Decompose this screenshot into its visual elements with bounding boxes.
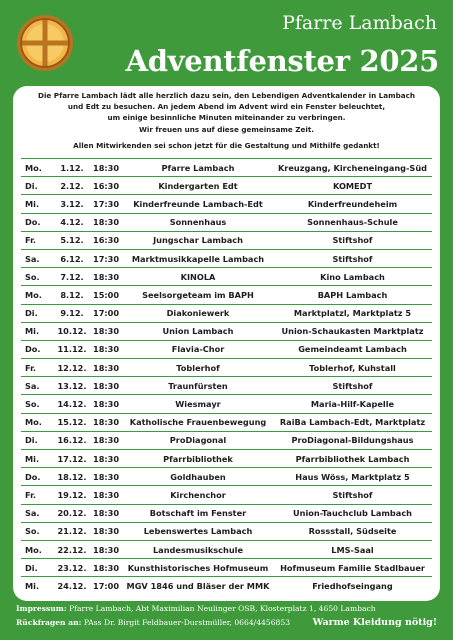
- schedule-organizer: Sonnenhaus: [169, 217, 227, 228]
- schedule-time: 18:30: [93, 544, 120, 555]
- schedule-organizer: Flavia-Chor: [171, 344, 225, 355]
- schedule-weekday: Mo.: [25, 162, 42, 173]
- impressum: [16, 604, 376, 613]
- schedule-time: 18:30: [93, 562, 120, 573]
- schedule-organizer: Kunsthistorisches Hofmuseum: [127, 562, 269, 573]
- schedule-time: 15:00: [93, 289, 120, 300]
- warm-clothing-note: Warme Kleidung nötig!: [312, 617, 437, 628]
- schedule-organizer: Seelsorgeteam im BAPH: [142, 289, 254, 300]
- schedule-date: 21.12.: [57, 526, 87, 537]
- schedule-location: Gemeindeamt Lambach: [298, 344, 407, 355]
- schedule-row: [21, 377, 432, 395]
- schedule-weekday: Sa.: [25, 508, 40, 519]
- schedule-weekday: Di.: [25, 308, 38, 319]
- schedule-date: 19.12.: [57, 489, 87, 500]
- schedule-location: Stiftshof: [332, 235, 373, 246]
- schedule-date: 1.12.: [60, 162, 84, 173]
- schedule-organizer: Traunfürsten: [168, 380, 228, 391]
- schedule-organizer: Diakoniewerk: [166, 308, 230, 319]
- schedule-location: LMS-Saal: [331, 544, 374, 555]
- schedule-location: Hofmuseum Familie Stadlbauer: [280, 562, 425, 573]
- schedule-organizer: Botschaft im Fenster: [149, 508, 247, 519]
- schedule-weekday: Fr.: [25, 489, 37, 500]
- schedule-location: Stiftshof: [332, 253, 373, 264]
- schedule-organizer: Marktmusikkapelle Lambach: [131, 253, 265, 264]
- schedule-location: Rossstall, Südseite: [308, 526, 397, 537]
- schedule-location: RaiBa Lambach-Edt, Marktplatz: [279, 417, 426, 428]
- thanks-line: Allen Mitwirkenden sei schon jetzt für die Gestaltung und Mithilfe gedankt!: [73, 140, 380, 150]
- schedule-time: 18:30: [93, 380, 120, 391]
- schedule-date: 2.12.: [60, 180, 84, 191]
- schedule-organizer: Jungschar Lambach: [153, 235, 243, 246]
- contact-text: PAss Dr. Birgit Feldbauer-Durstmüller, 0664/4456853: [83, 618, 291, 627]
- schedule-time: 18:30: [93, 362, 120, 373]
- schedule-location: Friedhofseingang: [312, 581, 393, 592]
- schedule-date: 4.12.: [60, 217, 84, 228]
- schedule-date: 18.12.: [57, 471, 87, 482]
- schedule-weekday: Mo.: [25, 289, 42, 300]
- schedule-location: Union-Tauchclub Lambach: [292, 508, 413, 519]
- schedule-organizer: Pfarrbibliothek: [163, 453, 233, 464]
- schedule-organizer: KINOLA: [180, 271, 216, 282]
- schedule-location: Stiftshof: [332, 489, 373, 500]
- schedule-location: Maria-Hilf-Kapelle: [310, 399, 395, 410]
- schedule-organizer: ProDiagonal: [169, 435, 227, 446]
- schedule-weekday: Mi.: [25, 581, 40, 592]
- schedule-card: [13, 86, 440, 601]
- advent-window-logo: [16, 14, 74, 72]
- schedule-location: Sonnenhaus-Schule: [307, 217, 398, 228]
- schedule-time: 18:30: [93, 217, 120, 228]
- intro-line: um einige besinnliche Minuten miteinander zu verbringen.: [107, 113, 346, 123]
- schedule-row: [21, 577, 432, 595]
- schedule-weekday: Mi.: [25, 198, 40, 209]
- schedule-location: Union-Schaukasten Marktplatz: [281, 326, 424, 337]
- schedule-location: Marktplatzl, Marktplatz 5: [293, 308, 412, 319]
- intro-line: Wir freuen uns auf diese gemeinsame Zeit.: [138, 124, 315, 134]
- schedule-weekday: So.: [25, 399, 40, 410]
- contact-label: Rückfragen an:: [16, 618, 82, 627]
- schedule-organizer: Goldhauben: [170, 471, 226, 482]
- schedule-weekday: Sa.: [25, 253, 40, 264]
- schedule-row: [21, 213, 432, 231]
- schedule-row: [21, 268, 432, 286]
- schedule-time: 17:00: [93, 581, 120, 592]
- schedule-weekday: Sa.: [25, 380, 40, 391]
- schedule-weekday: So.: [25, 526, 40, 537]
- schedule-weekday: Mo.: [25, 417, 42, 428]
- schedule-location: Pfarrbibliothek Lambach: [295, 453, 410, 464]
- contact-info: [16, 618, 290, 627]
- schedule-weekday: Do.: [25, 217, 41, 228]
- schedule-weekday: Fr.: [25, 235, 37, 246]
- intro-line: Die Pfarre Lambach lädt alle herzlich dazu sein, den Lebendigen Adventkalender in Lambach: [38, 91, 415, 100]
- schedule-date: 3.12.: [60, 198, 84, 209]
- schedule-weekday: Mo.: [25, 544, 42, 555]
- schedule-row: [21, 450, 432, 468]
- schedule-location: ProDiagonal-Bildungshaus: [291, 435, 414, 446]
- schedule-date: 7.12.: [60, 271, 84, 282]
- schedule-location: Kino Lambach: [320, 271, 385, 282]
- page-title: Adventfenster 2025: [125, 44, 439, 78]
- schedule-organizer: Landesmusikschule: [152, 544, 244, 555]
- schedule-date: 22.12.: [57, 544, 87, 555]
- schedule-time: 18:30: [93, 453, 120, 464]
- schedule-weekday: Fr.: [25, 362, 37, 373]
- schedule-time: 18:30: [93, 471, 120, 482]
- schedule-organizer: Wiesmayr: [175, 399, 221, 410]
- schedule-date: 10.12.: [57, 326, 87, 337]
- schedule-organizer: MGV 1846 und Bläser der MMK: [126, 581, 270, 592]
- schedule-date: 20.12.: [57, 508, 87, 519]
- schedule-row: [21, 413, 432, 431]
- schedule-date: 12.12.: [57, 362, 87, 373]
- schedule-date: 15.12.: [57, 417, 87, 428]
- schedule-time: 16:30: [93, 180, 120, 191]
- schedule-row: [21, 249, 432, 267]
- schedule-organizer: Kirchenchor: [170, 489, 226, 500]
- schedule-time: 18:30: [93, 271, 120, 282]
- schedule-weekday: Di.: [25, 562, 38, 573]
- schedule-location: Toblerhof, Kuhstall: [309, 362, 396, 373]
- schedule-date: 5.12.: [60, 235, 84, 246]
- schedule-time: 18:30: [93, 435, 120, 446]
- impressum-label: Impressum:: [16, 604, 67, 613]
- schedule-location: Stiftshof: [332, 380, 373, 391]
- schedule-location: Kinderfreundeheim: [307, 198, 398, 209]
- schedule-time: 18:30: [93, 508, 120, 519]
- schedule-time: 18:30: [93, 326, 120, 337]
- schedule-date: 17.12.: [57, 453, 87, 464]
- impressum-text: Pfarre Lambach, Abt Maximilian Neulinger OSB, Klosterplatz 1, 4650 Lambach: [69, 604, 376, 613]
- schedule-date: 11.12.: [57, 344, 87, 355]
- schedule-weekday: So.: [25, 271, 40, 282]
- schedule-organizer: Toblerhof: [176, 362, 220, 373]
- schedule-date: 14.12.: [57, 399, 87, 410]
- schedule-organizer: Kindergarten Edt: [158, 180, 238, 191]
- schedule-location: KOMEDT: [332, 180, 373, 191]
- schedule-row: [21, 286, 432, 304]
- intro-text: [21, 90, 432, 151]
- schedule-time: 17:00: [93, 308, 120, 319]
- schedule-date: 23.12.: [57, 562, 87, 573]
- schedule-row: [21, 431, 432, 449]
- schedule-time: 18:30: [93, 399, 120, 410]
- schedule-location: Kreuzgang, Kircheneingang-Süd: [277, 162, 428, 173]
- schedule-weekday: Di.: [25, 180, 38, 191]
- schedule-row: [21, 540, 432, 558]
- schedule-weekday: Mi.: [25, 453, 40, 464]
- schedule-location: Haus Wöss, Marktplatz 5: [295, 471, 410, 482]
- schedule-weekday: Mi.: [25, 326, 40, 337]
- schedule-organizer: Katholische Frauenbewegung: [129, 417, 267, 428]
- schedule-time: 17:30: [93, 198, 120, 209]
- parish-name: Pfarre Lambach: [282, 12, 437, 34]
- schedule-date: 24.12.: [57, 581, 87, 592]
- schedule-date: 16.12.: [57, 435, 87, 446]
- schedule-row: [21, 159, 432, 177]
- schedule-time: 17:30: [93, 253, 120, 264]
- schedule-row: [21, 304, 432, 322]
- schedule-row: [21, 504, 432, 522]
- schedule-row: [21, 340, 432, 358]
- schedule-row: [21, 177, 432, 195]
- schedule-time: 16:30: [93, 235, 120, 246]
- schedule-row: [21, 195, 432, 213]
- schedule-time: 18:30: [93, 489, 120, 500]
- schedule-organizer: Pfarre Lambach: [161, 162, 235, 173]
- schedule-row: [21, 486, 432, 504]
- schedule-weekday: Do.: [25, 471, 41, 482]
- schedule-weekday: Di.: [25, 435, 38, 446]
- schedule-date: 9.12.: [60, 308, 84, 319]
- schedule-date: 8.12.: [60, 289, 84, 300]
- schedule-row: [21, 359, 432, 377]
- schedule-date: 13.12.: [57, 380, 87, 391]
- schedule-row: [21, 231, 432, 249]
- schedule-row: [21, 322, 432, 340]
- schedule-organizer: Kinderfreunde Lambach-Edt: [133, 198, 263, 209]
- schedule-organizer: Union Lambach: [162, 326, 234, 337]
- schedule-time: 18:30: [93, 344, 120, 355]
- schedule-row: [21, 395, 432, 413]
- schedule-row: [21, 559, 432, 577]
- schedule-time: 18:30: [93, 417, 120, 428]
- schedule-date: 6.12.: [60, 253, 84, 264]
- schedule-table: [21, 158, 432, 595]
- schedule-time: 18:30: [93, 162, 120, 173]
- schedule-weekday: Do.: [25, 344, 41, 355]
- schedule-organizer: Lebenswertes Lambach: [143, 526, 253, 537]
- schedule-row: [21, 468, 432, 486]
- schedule-row: [21, 522, 432, 540]
- schedule-location: BAPH Lambach: [317, 289, 388, 300]
- schedule-time: 18:30: [93, 526, 120, 537]
- intro-line: und Edt zu besuchen. An jedem Abend im Advent wird ein Fenster beleuchtet,: [67, 102, 386, 112]
